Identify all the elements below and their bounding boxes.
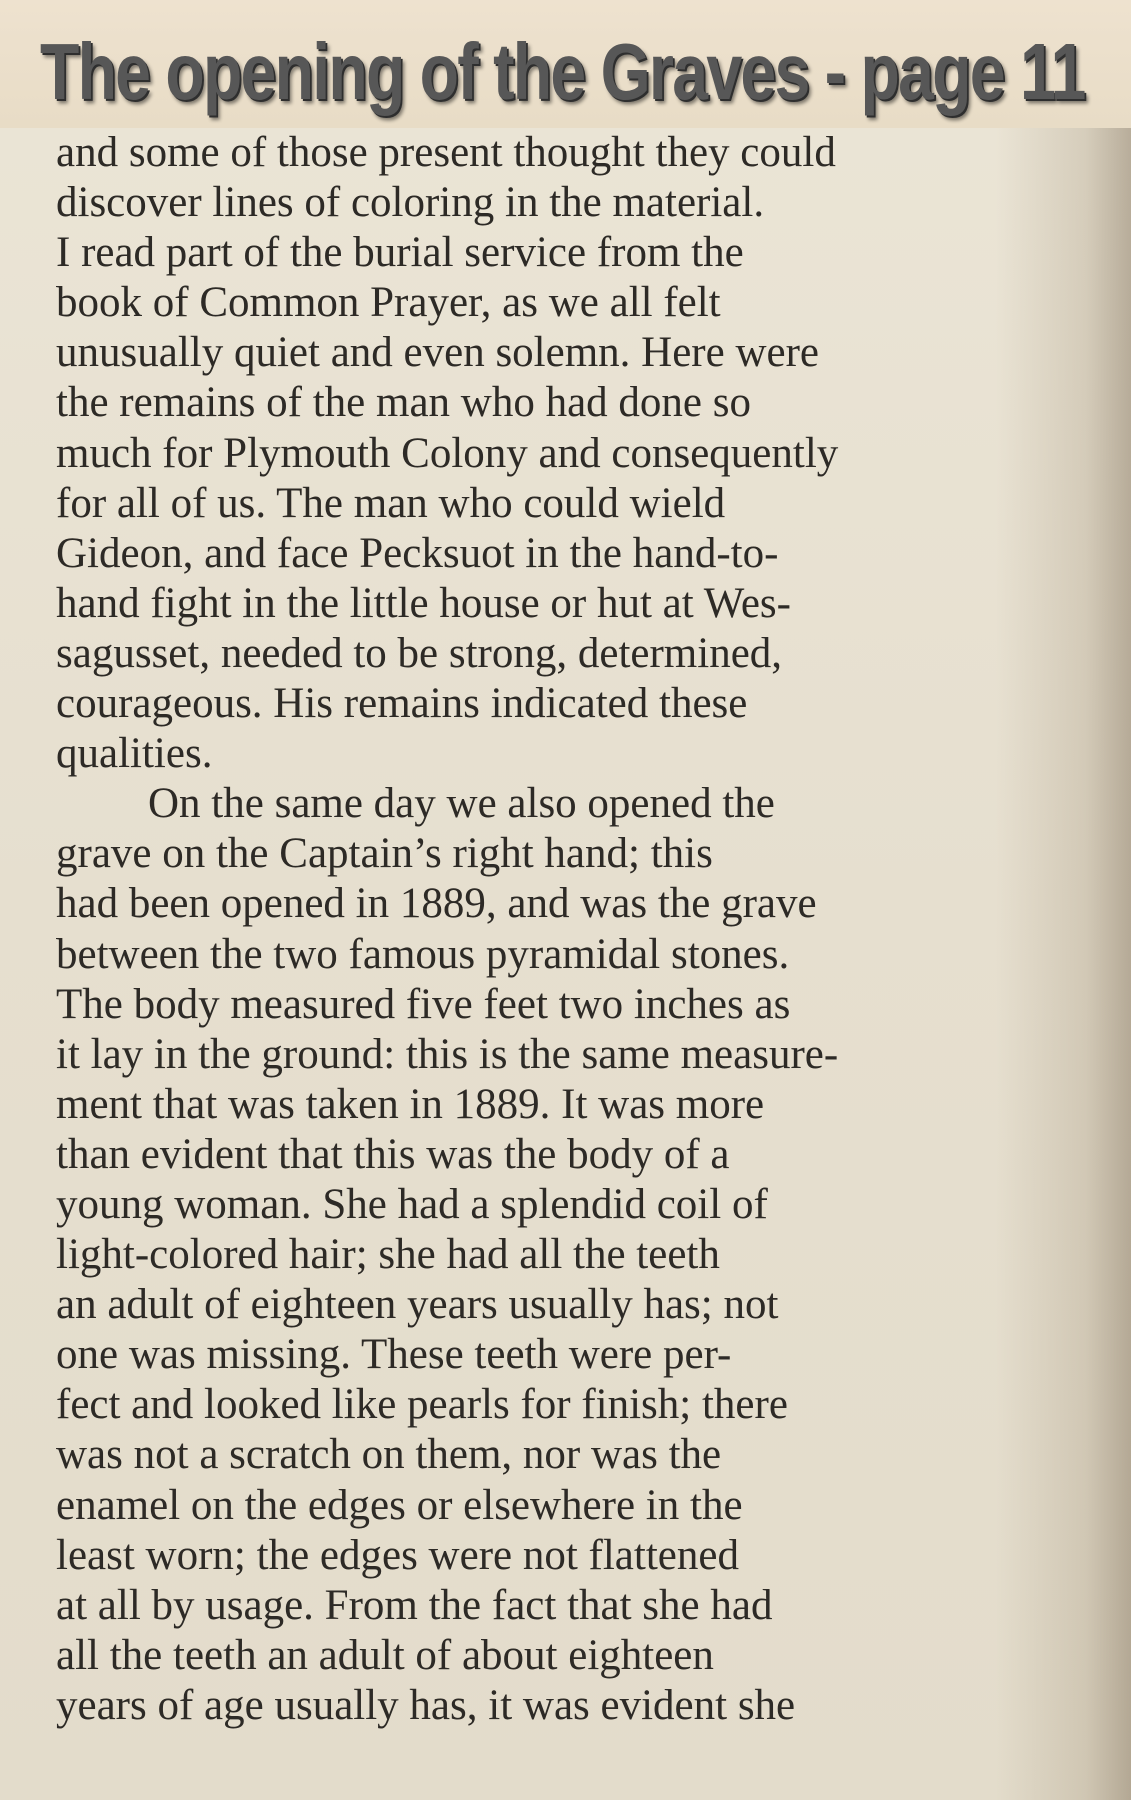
- text-line: sagusset, needed to be strong, determined,: [56, 629, 783, 677]
- text-line: The body measured five feet two inches as: [56, 980, 791, 1028]
- text-line: at all by usage. From the fact that she had: [56, 1581, 773, 1629]
- page-title: The opening of the Graves - page 11: [40, 26, 1085, 117]
- text-line: On the same day we also opened the: [148, 780, 775, 828]
- text-line: was not a scratch on them, nor was the: [56, 1431, 722, 1479]
- text-line: years of age usually has, it was evident she: [56, 1681, 796, 1729]
- text-line: the remains of the man who had done so: [56, 379, 751, 427]
- text-line: between the two famous pyramidal stones.: [56, 930, 790, 978]
- text-line: all the teeth an adult of about eighteen: [56, 1631, 714, 1679]
- text-line: than evident that this was the body of a: [56, 1130, 730, 1178]
- title-banner: [0, 0, 1131, 128]
- text-line: enamel on the edges or elsewhere in the: [56, 1481, 743, 1529]
- text-line: had been opened in 1889, and was the grave: [56, 880, 817, 928]
- text-line: an adult of eighteen years usually has; not: [56, 1281, 779, 1329]
- text-line: grave on the Captain’s right hand; this: [56, 830, 713, 878]
- text-line: courageous. His remains indicated these: [56, 680, 748, 728]
- text-line: qualities.: [56, 730, 213, 778]
- text-line: and some of those present thought they could: [56, 129, 836, 176]
- text-line: hand fight in the little house or hut at Wes-: [56, 579, 791, 627]
- text-line: it lay in the ground: this is the same measure-: [56, 1030, 839, 1078]
- text-line: for all of us. The man who could wield: [56, 479, 726, 527]
- text-line: least worn; the edges were not flattened: [56, 1531, 739, 1579]
- text-line: I read part of the burial service from the: [56, 229, 744, 277]
- text-line: one was missing. These teeth were per-: [56, 1331, 732, 1379]
- text-line: discover lines of coloring in the material.: [56, 179, 765, 227]
- text-line: much for Plymouth Colony and consequently: [56, 429, 839, 477]
- text-line: Gideon, and face Pecksuot in the hand-to-: [56, 529, 779, 577]
- text-line: unusually quiet and even solemn. Here were: [56, 329, 819, 377]
- text-line: young woman. She had a splendid coil of: [56, 1180, 768, 1228]
- text-line: light-colored hair; she had all the teeth: [56, 1231, 720, 1279]
- text-line: fect and looked like pearls for finish; there: [56, 1381, 788, 1429]
- text-line: book of Common Prayer, as we all felt: [56, 279, 721, 327]
- body-text: [56, 128, 1060, 1731]
- text-line: ment that was taken in 1889. It was more: [56, 1080, 765, 1128]
